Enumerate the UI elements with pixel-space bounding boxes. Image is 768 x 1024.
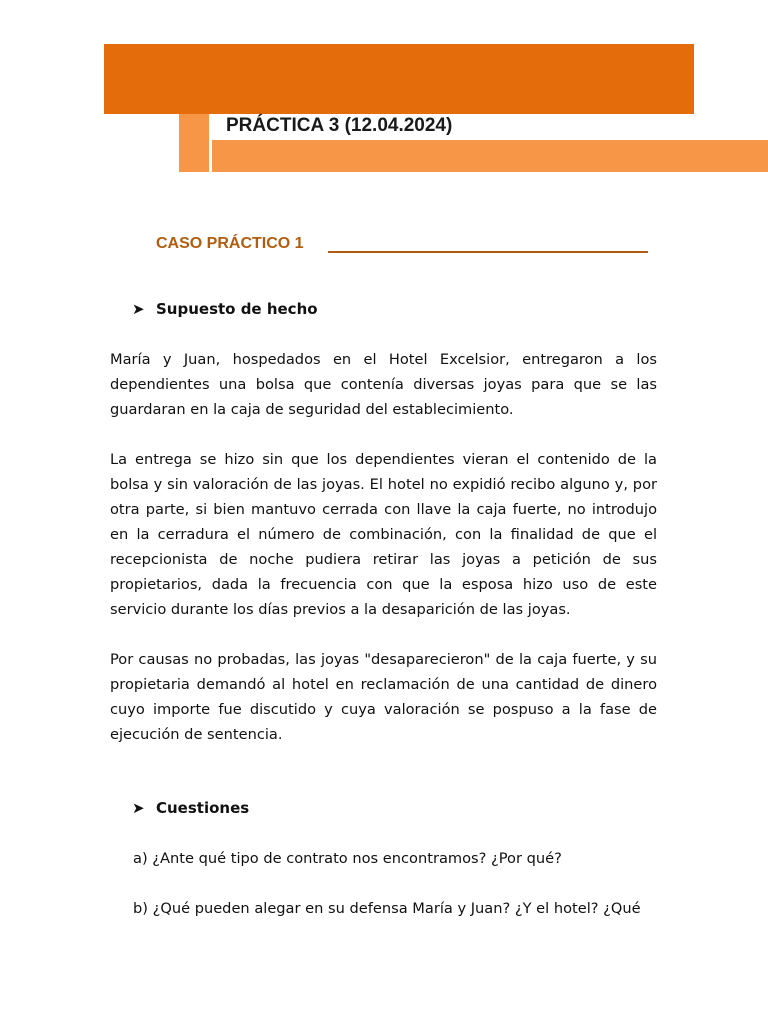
facts-heading-label: Supuesto de hecho bbox=[156, 300, 318, 318]
header-divider-vertical bbox=[209, 137, 212, 172]
header-band-top bbox=[104, 44, 694, 114]
facts-heading bbox=[132, 299, 318, 319]
question-item: a) ¿Ante qué tipo de contrato nos encontramos? ¿Por qué? bbox=[133, 850, 562, 867]
header-band-left-block bbox=[179, 114, 209, 172]
questions-heading bbox=[132, 798, 249, 818]
arrow-bullet-icon: ➤ bbox=[132, 300, 145, 318]
questions-heading-label: Cuestiones bbox=[156, 799, 250, 817]
question-item: b) ¿Qué pueden alegar en su defensa María y Juan? ¿Y el hotel? ¿Qué bbox=[133, 900, 641, 917]
case-title: CASO PRÁCTICO 1 bbox=[156, 235, 304, 252]
page-title: PRÁCTICA 3 (12.04.2024) bbox=[226, 115, 453, 136]
facts-paragraph: María y Juan, hospedados en el Hotel Excelsior, entregaron a los dependientes una bolsa que contenía diversas joyas para que se las guardaran en la caja de seguridad del establecimiento. bbox=[110, 351, 657, 418]
case-title-underline bbox=[328, 251, 648, 253]
header-band-right-block bbox=[212, 140, 768, 172]
facts-paragraph: Por causas no probadas, las joyas "desaparecieron" de la caja fuerte, y su propietaria demandó al hotel en reclamación de una cantidad de dinero cuyo importe fue discutido y cuya valoración se pospuso a la fase de ejecución de sentencia. bbox=[110, 651, 657, 743]
arrow-bullet-icon: ➤ bbox=[132, 799, 145, 817]
facts-paragraph: La entrega se hizo sin que los dependientes vieran el contenido de la bolsa y sin valoración de las joyas. El hotel no expidió recibo alguno y, por otra parte, si bien mantuvo cerrada con llave la caja fuerte, no introdujo en la cerradura el número de combinación, con la finalidad de que el recepcionista de noche pudiera retirar las joyas a petición de sus propietarios, dada la frecuencia con que la esposa hizo uso de este servicio durante los días previos a la desaparición de las joyas. bbox=[110, 451, 657, 618]
